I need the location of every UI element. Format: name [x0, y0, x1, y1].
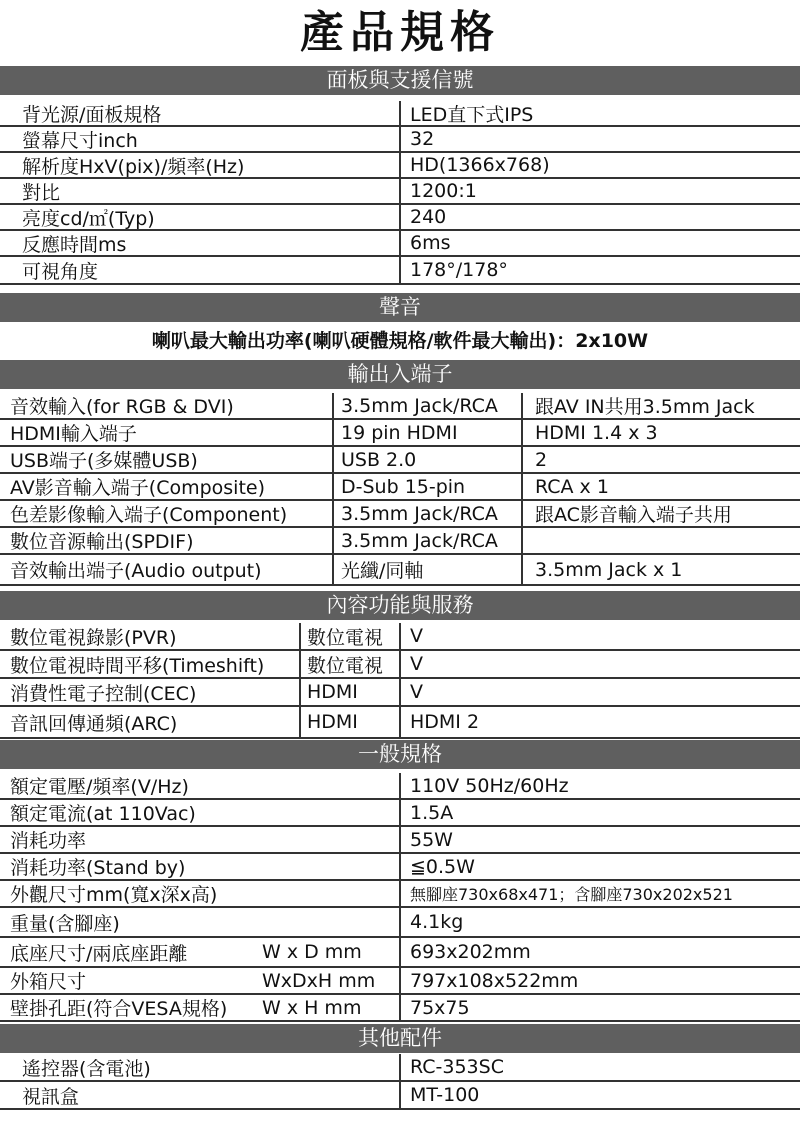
feature-label: 消費性電子控制(CEC)	[10, 682, 197, 705]
section-header-audio: 聲音	[0, 293, 800, 322]
port-label: 數位音源輸出(SPDIF)	[10, 531, 194, 553]
general-row	[0, 854, 800, 881]
port-type: 3.5mm Jack/RCA	[332, 393, 520, 418]
general-unit	[262, 827, 397, 852]
spec-value: 1200:1	[399, 179, 800, 203]
general-row	[0, 938, 800, 968]
general-unit: WxDxH mm	[262, 969, 376, 992]
feature-type: HDMI	[299, 679, 399, 705]
general-label: 壁掛孔距(符合VESA規格)	[10, 998, 228, 1020]
general-value: ≦0.5W	[399, 854, 800, 879]
section-header-features: 內容功能與服務	[0, 591, 800, 620]
general-row	[0, 773, 800, 800]
feature-row	[0, 623, 800, 651]
general-row	[0, 908, 800, 938]
spec-value: 32	[399, 127, 800, 151]
spec-label: 可視角度	[22, 260, 99, 283]
port-type: D-Sub 15-pin	[332, 474, 520, 499]
accessory-label: 視訊盒	[22, 1085, 80, 1108]
feature-row	[0, 679, 800, 707]
page-title: 產品規格	[300, 7, 500, 58]
section-header-panel: 面板與支援信號	[0, 66, 800, 95]
spec-value: LED直下式IPS	[399, 101, 800, 125]
feature-row	[0, 651, 800, 679]
port-note	[521, 528, 800, 553]
general-label: 額定電壓/頻率(V/Hz)	[10, 776, 189, 798]
panel-row	[0, 231, 800, 257]
general-row	[0, 800, 800, 827]
port-note: RCA x 1	[521, 474, 800, 499]
port-note: 跟AV IN共用3.5mm Jack	[521, 393, 800, 418]
general-unit: W x D mm	[262, 941, 362, 963]
panel-row	[0, 205, 800, 231]
general-value: 110V 50Hz/60Hz	[399, 773, 800, 798]
port-label: 音效輸出端子(Audio output)	[10, 560, 262, 582]
feature-label: 數位電視錄影(PVR)	[10, 626, 177, 649]
speaker-output-spec: 喇叭最大輸出功率(喇叭硬體規格/軟件最大輸出)：2x10W	[151, 330, 649, 352]
feature-row	[0, 707, 800, 739]
port-row	[0, 474, 800, 501]
port-row	[0, 555, 800, 586]
spec-label: 解析度HxV(pix)/頻率(Hz)	[22, 155, 245, 177]
port-row	[0, 447, 800, 474]
port-type: 19 pin HDMI	[332, 420, 520, 445]
general-label: 消耗功率	[10, 830, 87, 852]
spec-label: 對比	[22, 181, 61, 203]
general-row	[0, 995, 800, 1022]
section-header-ports: 輸出入端子	[0, 360, 800, 389]
port-note: 2	[521, 447, 800, 472]
general-unit	[262, 800, 397, 825]
general-label: 底座尺寸/兩底座距離	[10, 942, 188, 965]
port-row	[0, 420, 800, 447]
accessory-value: MT-100	[399, 1082, 800, 1108]
spec-value: 6ms	[399, 231, 800, 255]
feature-value: V	[399, 651, 800, 677]
general-label: 額定電流(at 110Vac)	[10, 803, 196, 825]
port-type: 3.5mm Jack/RCA	[332, 501, 520, 526]
general-label: 外觀尺寸mm(寬x深x高)	[10, 884, 218, 906]
general-unit	[262, 908, 397, 936]
general-value: 無腳座730x68x471；含腳座730x202x521	[399, 881, 800, 906]
port-row	[0, 528, 800, 555]
port-note: 3.5mm Jack x 1	[521, 555, 800, 584]
panel-row	[0, 127, 800, 153]
general-value: 797x108x522mm	[399, 968, 800, 993]
port-type: 3.5mm Jack/RCA	[332, 528, 520, 553]
general-row	[0, 881, 800, 908]
spec-value: HD(1366x768)	[399, 153, 800, 177]
panel-row	[0, 101, 800, 127]
port-type: USB 2.0	[332, 447, 520, 472]
port-row	[0, 393, 800, 420]
general-label: 重量(含腳座)	[10, 912, 120, 935]
accessory-label: 遙控器(含電池)	[22, 1057, 151, 1080]
port-label: HDMI輸入端子	[10, 423, 137, 445]
spec-label: 螢幕尺寸inch	[22, 129, 138, 151]
spec-label: 亮度cd/㎡(Typ)	[22, 207, 155, 229]
port-label: 音效輸入(for RGB & DVI)	[10, 396, 234, 418]
section-header-accessories: 其他配件	[0, 1024, 800, 1053]
general-unit: W x H mm	[262, 996, 362, 1019]
general-unit	[262, 854, 397, 879]
general-unit	[262, 773, 397, 798]
panel-row	[0, 257, 800, 285]
spec-value: 240	[399, 205, 800, 229]
port-note: HDMI 1.4 x 3	[521, 420, 800, 445]
port-label: USB端子(多媒體USB)	[10, 450, 198, 472]
feature-label: 音訊回傳通頻(ARC)	[10, 712, 178, 735]
panel-row	[0, 179, 800, 205]
port-note: 跟AC影音輸入端子共用	[521, 501, 800, 526]
feature-value: V	[399, 623, 800, 649]
general-row	[0, 968, 800, 995]
feature-type: 數位電視	[299, 623, 399, 649]
spec-label: 背光源/面板規格	[22, 103, 162, 125]
feature-type: HDMI	[299, 707, 399, 737]
spec-label: 反應時間ms	[22, 233, 127, 255]
feature-value: HDMI 2	[399, 707, 800, 737]
general-value: 1.5A	[399, 800, 800, 825]
general-row	[0, 827, 800, 854]
general-value: 55W	[399, 827, 800, 852]
general-value: 4.1kg	[399, 908, 800, 936]
port-type: 光纖/同軸	[332, 555, 520, 584]
feature-type: 數位電視	[299, 651, 399, 677]
feature-value: V	[399, 679, 800, 705]
spec-value: 178°/178°	[399, 257, 800, 283]
panel-row	[0, 153, 800, 179]
accessory-row	[0, 1054, 800, 1082]
general-value: 75x75	[399, 995, 800, 1020]
accessory-value: RC-353SC	[399, 1054, 800, 1080]
port-label: 色差影像輸入端子(Component)	[10, 504, 288, 526]
general-label: 外箱尺寸	[10, 971, 87, 993]
accessory-row	[0, 1082, 800, 1110]
general-label: 消耗功率(Stand by)	[10, 857, 186, 879]
section-header-general: 一般規格	[0, 740, 800, 769]
feature-label: 數位電視時間平移(Timeshift)	[10, 654, 265, 677]
general-unit	[262, 881, 397, 906]
general-value: 693x202mm	[399, 938, 800, 966]
port-label: AV影音輸入端子(Composite)	[10, 477, 266, 499]
port-row	[0, 501, 800, 528]
